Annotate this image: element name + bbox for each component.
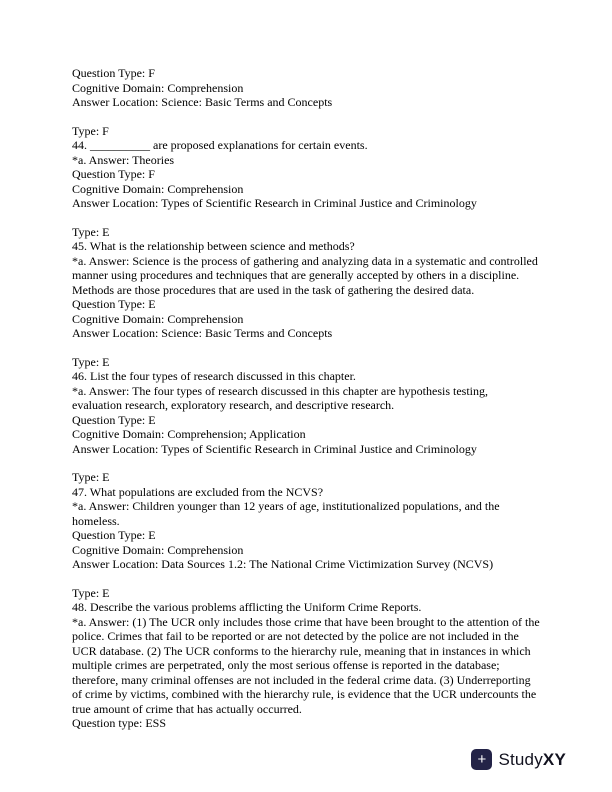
plus-glyph: +	[477, 751, 487, 768]
question-type-line: Question Type: E	[72, 297, 156, 311]
plus-icon	[471, 749, 492, 770]
question-line: 47. What populations are excluded from the NCVS?	[72, 484, 324, 499]
cognitive-domain-line: Cognitive Domain: Comprehension	[72, 80, 244, 95]
answer-line: *a. Answer: Science is the process of gathering and analyzing data in a systematic and controlled manner using procedures and techniques that are generally accepted by others in a discipline. Methods are those procedures that are used in the task of gathering the desired data.	[72, 253, 538, 297]
question-block-44	[72, 124, 540, 211]
answer-location-line: Answer Location: Types of Scientific Research in Criminal Justice and Criminology	[72, 196, 477, 210]
question-line: 48. Describe the various problems afflicting the Uniform Crime Reports.	[72, 600, 422, 614]
question-line: 45. What is the relationship between science and methods?	[72, 239, 355, 253]
question-type-line: Question Type: E	[72, 528, 156, 542]
cognitive-domain-line: Cognitive Domain: Comprehension	[72, 181, 244, 196]
brand-text-study: Study	[498, 749, 543, 769]
answer-line: *a. Answer: Theories	[72, 152, 175, 167]
question-type-line: Question Type: E	[72, 412, 156, 427]
answer-line: *a. Answer: (1) The UCR only includes those crime that have been brought to the attention of the police. Crimes that fail to be reported or are not detected by the police are not included in the UCR database. (2) The UCR conforms to the hierarchy rule, meaning that in instances in which multiple crimes are perpetrated, only the most serious offense is reported in the database; therefore, many criminal offenses are not included in the federal crime data. (3) Underreporting of crime by victims, combined with the hierarchy rule, is evidence that the UCR undercounts the true amount of crime that has actually occurred.	[72, 614, 540, 716]
question-line: 44. __________ are proposed explanations for certain events.	[72, 138, 368, 152]
answer-location-line: Answer Location: Types of Scientific Research in Criminal Justice and Criminology	[72, 441, 477, 456]
question-block-continuation	[72, 66, 540, 110]
answer-location-line: Answer Location: Data Sources 1.2: The National Crime Victimization Survey (NCVS)	[72, 557, 494, 571]
question-block-47	[72, 470, 540, 572]
studyxy-logo	[471, 749, 566, 770]
type-line: Type: F	[72, 123, 109, 138]
brand-text-xy: XY	[542, 749, 566, 769]
question-block-48	[72, 586, 540, 731]
question-type-line: Question Type: F	[72, 66, 155, 80]
question-type-line: Question Type: F	[72, 167, 155, 181]
cognitive-domain-line: Cognitive Domain: Comprehension	[72, 542, 244, 557]
type-line: Type: E	[72, 585, 110, 600]
question-block-45	[72, 225, 540, 341]
brand-wordmark	[498, 750, 566, 770]
answer-line: *a. Answer: The four types of research discussed in this chapter are hypothesis testing, evaluation research, exploratory research, and descriptive research.	[72, 383, 489, 412]
question-type-line: Question type: ESS	[72, 716, 167, 730]
type-line: Type: E	[72, 354, 110, 369]
question-line: 46. List the four types of research discussed in this chapter.	[72, 369, 356, 383]
cognitive-domain-line: Cognitive Domain: Comprehension	[72, 311, 244, 326]
cognitive-domain-line: Cognitive Domain: Comprehension; Application	[72, 427, 306, 441]
type-line: Type: E	[72, 470, 110, 484]
answer-line: *a. Answer: Children younger than 12 years of age, institutionalized populations, and the homeless.	[72, 499, 500, 528]
question-block-46	[72, 355, 540, 457]
answer-location-line: Answer Location: Science: Basic Terms and Concepts	[72, 326, 333, 340]
answer-location-line: Answer Location: Science: Basic Terms and Concepts	[72, 95, 333, 109]
type-line: Type: E	[72, 224, 110, 239]
